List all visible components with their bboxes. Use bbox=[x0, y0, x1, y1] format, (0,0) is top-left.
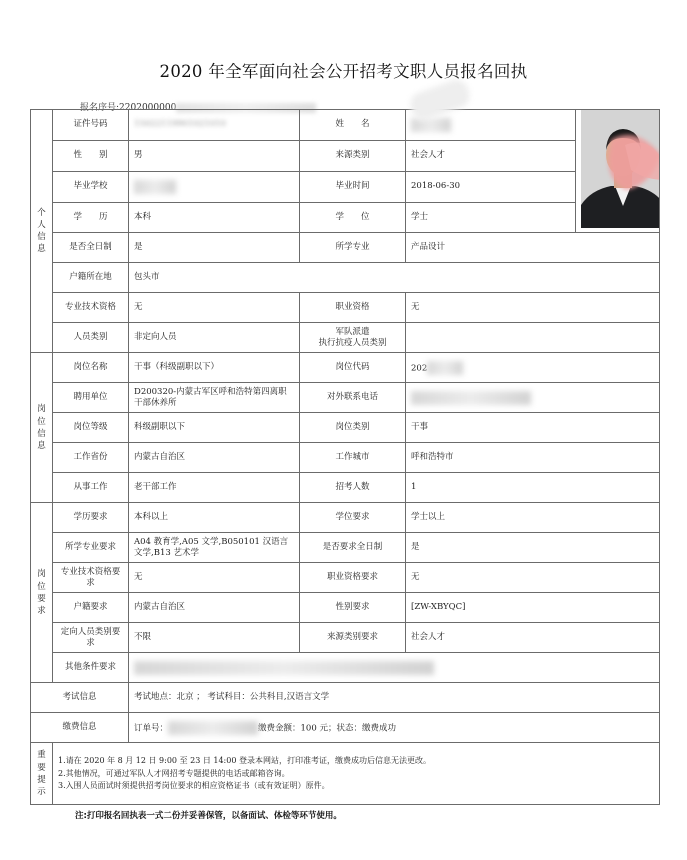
graduate-school-value bbox=[129, 171, 300, 202]
post-name-label: 岗位名称 bbox=[53, 353, 129, 383]
graduation-time-label: 毕业时间 bbox=[300, 171, 406, 202]
major-requirement-label: 所学专业要求 bbox=[53, 533, 129, 563]
degree-label: 学 位 bbox=[300, 202, 406, 233]
edu-requirement-label: 学历要求 bbox=[53, 503, 129, 533]
person-type-label: 人员类别 bbox=[53, 323, 129, 353]
post-code-value: 202 bbox=[406, 353, 660, 383]
section-post-requirements: 岗位要求 bbox=[31, 503, 53, 683]
applicant-photo bbox=[576, 110, 660, 233]
post-code-label: 岗位代码 bbox=[300, 353, 406, 383]
source-requirement-value: 社会人才 bbox=[406, 623, 660, 653]
fulltime-value: 是 bbox=[129, 233, 300, 263]
degree-value: 学士 bbox=[406, 202, 576, 233]
tech-qualification-value: 无 bbox=[129, 293, 300, 323]
gender-label: 性 别 bbox=[53, 140, 129, 171]
hukou-label: 户籍所在地 bbox=[53, 263, 129, 293]
applicant-portrait-icon bbox=[581, 110, 660, 228]
exam-info-value: 考试地点：北京 ； 考试科目：公共科目,汉语言文学 bbox=[129, 683, 660, 713]
redaction-blur bbox=[134, 661, 434, 675]
major-value: 产品设计 bbox=[406, 233, 660, 263]
education-label: 学 历 bbox=[53, 202, 129, 233]
post-name-value: 干事（科级副职以下） bbox=[129, 353, 300, 383]
fulltime-requirement-label: 是否要求全日制 bbox=[300, 533, 406, 563]
job-qualification-value: 无 bbox=[406, 293, 660, 323]
fee-info-label: 缴费信息 bbox=[31, 713, 129, 743]
notice-item: 1.请在 2020 年 8 月 12 日 9:00 至 23 日 14:00 登录本网站，打印准考证，缴费成功后信息无法更改。 bbox=[58, 755, 431, 765]
other-requirement-value bbox=[129, 653, 660, 683]
job-requirement-label: 职业资格要求 bbox=[300, 563, 406, 593]
directed-requirement-label: 定向人员类别要求 bbox=[53, 623, 129, 653]
notice-item: 2.其他情况，可通过军队人才网招考专题提供的电话或邮箱咨询。 bbox=[58, 768, 290, 778]
notice-list bbox=[53, 743, 660, 805]
employer-label: 聘用单位 bbox=[53, 383, 129, 413]
redaction-blur bbox=[411, 118, 451, 132]
redaction-blur bbox=[168, 721, 258, 735]
directed-requirement-value: 不限 bbox=[129, 623, 300, 653]
name-label: 姓 名 bbox=[300, 110, 406, 141]
gender-value: 男 bbox=[129, 140, 300, 171]
person-type-value: 非定向人员 bbox=[129, 323, 300, 353]
graduation-time-value: 2018-06-30 bbox=[406, 171, 576, 202]
section-personal-info: 个人信息 bbox=[31, 110, 53, 353]
work-city-value: 呼和浩特市 bbox=[406, 443, 660, 473]
major-requirement-value: A04 教育学,A05 文学,B050101 汉语言文学,B13 艺术学 bbox=[129, 533, 300, 563]
source-category-value: 社会人才 bbox=[406, 140, 576, 171]
fulltime-label: 是否全日制 bbox=[53, 233, 129, 263]
section-post-info: 岗位信息 bbox=[31, 353, 53, 503]
education-value: 本科 bbox=[129, 202, 300, 233]
work-province-label: 工作省份 bbox=[53, 443, 129, 473]
page-title: 2020 年全军面向社会公开招考文职人员报名回执 bbox=[159, 62, 528, 81]
source-category-label: 来源类别 bbox=[300, 140, 406, 171]
major-label: 所学专业 bbox=[300, 233, 406, 263]
degree-requirement-label: 学位要求 bbox=[300, 503, 406, 533]
id-number-value: 15022119901021010 bbox=[129, 110, 300, 141]
hukou-requirement-value: 内蒙古自治区 bbox=[129, 593, 300, 623]
graduate-school-label: 毕业学校 bbox=[53, 171, 129, 202]
job-qualification-label: 职业资格 bbox=[300, 293, 406, 323]
fulltime-requirement-value: 是 bbox=[406, 533, 660, 563]
army-dispatch-label: 军队派遣 执行抗疫人员类别 bbox=[300, 323, 406, 353]
recruit-count-value: 1 bbox=[406, 473, 660, 503]
work-type-value: 老干部工作 bbox=[129, 473, 300, 503]
source-requirement-label: 来源类别要求 bbox=[300, 623, 406, 653]
work-city-label: 工作城市 bbox=[300, 443, 406, 473]
army-dispatch-value bbox=[406, 323, 660, 353]
hukou-requirement-label: 户籍要求 bbox=[53, 593, 129, 623]
tech-requirement-value: 无 bbox=[129, 563, 300, 593]
degree-requirement-value: 学士以上 bbox=[406, 503, 660, 533]
work-province-value: 内蒙古自治区 bbox=[129, 443, 300, 473]
section-notice: 重要提示 bbox=[31, 743, 53, 805]
post-category-value: 干事 bbox=[406, 413, 660, 443]
gender-requirement-value: [ZW-XBYQC] bbox=[406, 593, 660, 623]
employer-value: D200320-内蒙古军区呼和浩特第四离职干部休养所 bbox=[129, 383, 300, 413]
receipt-table bbox=[30, 109, 660, 805]
exam-info-label: 考试信息 bbox=[31, 683, 129, 713]
gender-requirement-label: 性别要求 bbox=[300, 593, 406, 623]
footer-note: 注:打印报名回执表一式二份并妥善保管，以备面试、体检等环节使用。 bbox=[75, 811, 342, 821]
hukou-value: 包头市 bbox=[129, 263, 660, 293]
redaction-blur bbox=[411, 391, 531, 405]
recruit-count-label: 招考人数 bbox=[300, 473, 406, 503]
work-type-label: 从事工作 bbox=[53, 473, 129, 503]
contact-phone-value bbox=[406, 383, 660, 413]
registration-number-label: 报名序号: bbox=[80, 103, 120, 113]
registration-number-value: 2202000000 bbox=[119, 103, 177, 113]
other-requirement-label: 其他条件要求 bbox=[53, 653, 129, 683]
job-requirement-value: 无 bbox=[406, 563, 660, 593]
edu-requirement-value: 本科以上 bbox=[129, 503, 300, 533]
tech-qualification-label: 专业技术资格 bbox=[53, 293, 129, 323]
notice-item: 3.入围人员面试时须提供招考岗位要求的相应资格证书（或有效证明）原件。 bbox=[58, 781, 330, 791]
post-category-label: 岗位类别 bbox=[300, 413, 406, 443]
id-number-label: 证件号码 bbox=[53, 110, 129, 141]
fee-info-value: 订单号： 缴费金额：100 元；状态：缴费成功 bbox=[129, 713, 660, 743]
redaction-blur bbox=[427, 361, 463, 375]
post-level-value: 科级副职以下 bbox=[129, 413, 300, 443]
redaction-blur bbox=[134, 180, 176, 194]
post-level-label: 岗位等级 bbox=[53, 413, 129, 443]
contact-phone-label: 对外联系电话 bbox=[300, 383, 406, 413]
tech-requirement-label: 专业技术资格要求 bbox=[53, 563, 129, 593]
